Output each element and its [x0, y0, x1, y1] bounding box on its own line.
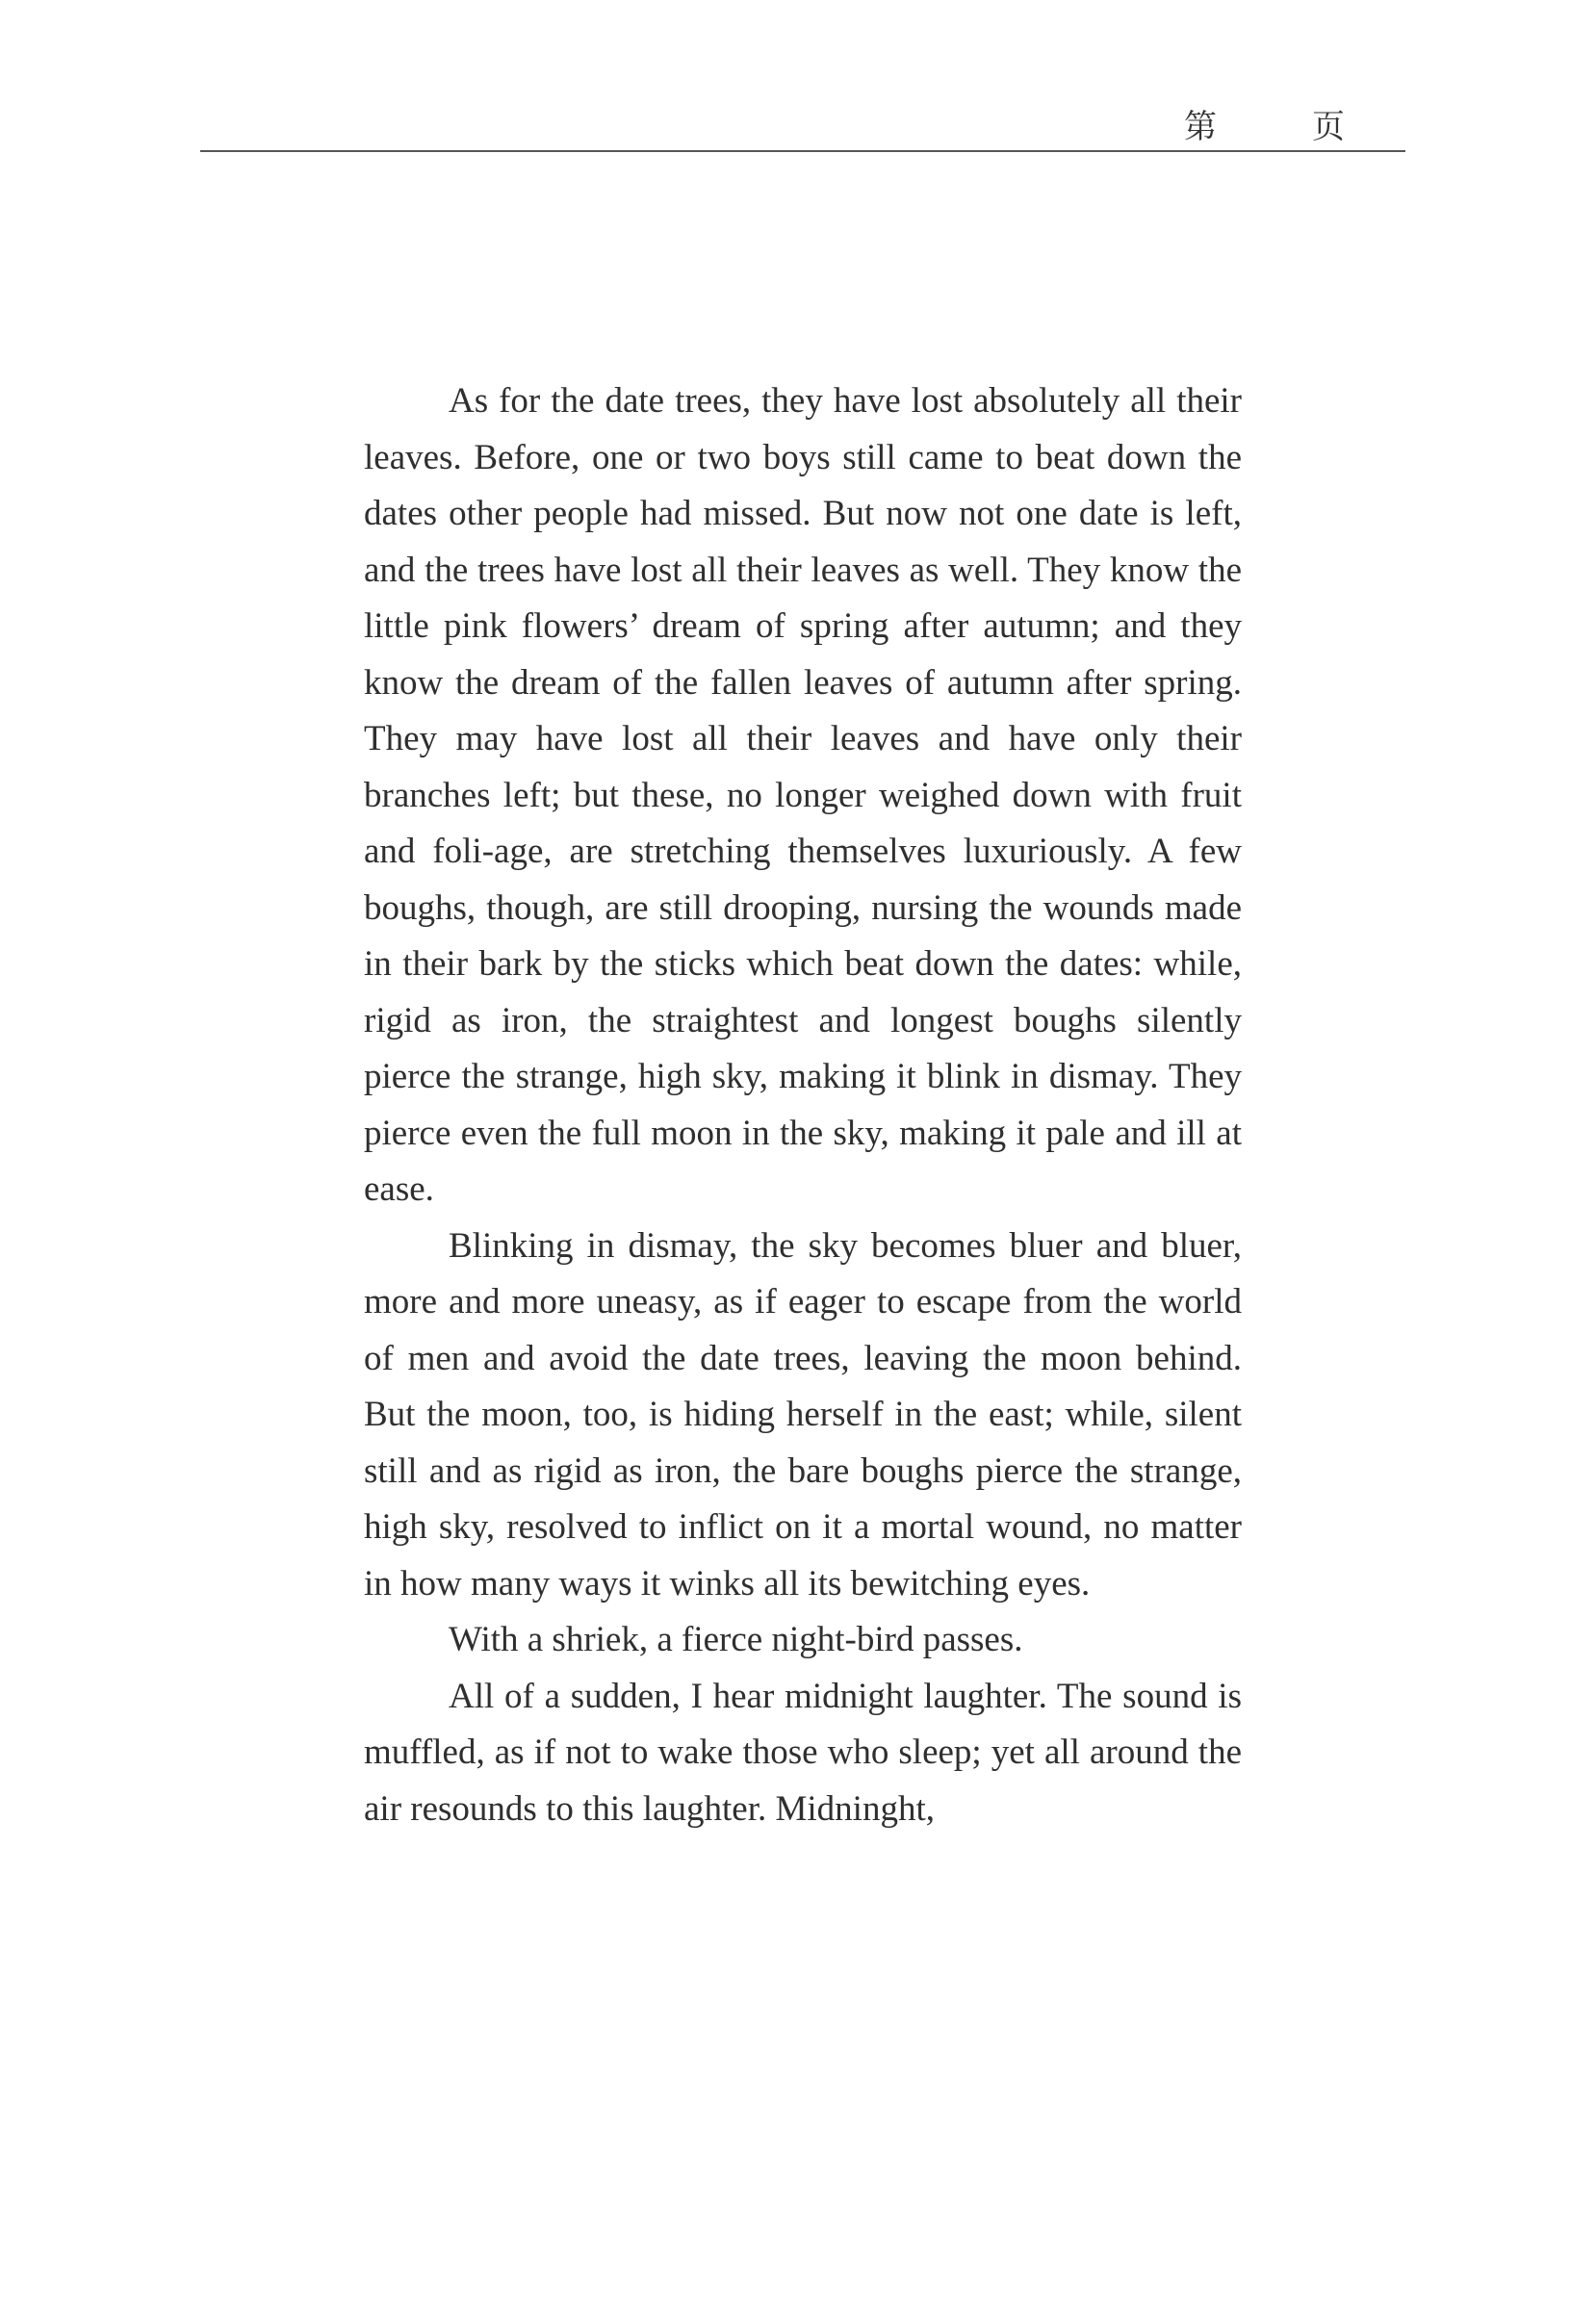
page-header	[200, 87, 1405, 154]
body-text	[364, 373, 1242, 1837]
page-label-prefix: 第	[1184, 110, 1219, 145]
header-divider	[200, 150, 1405, 152]
page-label-suffix: 页	[1312, 110, 1347, 145]
paragraph: With a shriek, a fierce night-bird passes.	[449, 1620, 1023, 1659]
paragraph: All of a sudden, I hear midnight laughter. The sound is muffled, as if not to wake those who sleep; yet all around the air resounds to this laughter. Midninght,	[364, 1676, 1242, 1829]
paragraph: As for the date trees, they have lost absolutely all their leaves. Before, one or two boys still came to beat down the dates other people had missed. But now not one date is left, and the trees have lost all their leaves as well. They know the little pink flowers’ dream of spring after autumn; and they know the dream of the fallen leaves of autumn after spring. They may have lost all their leaves and have only their branches left; but these, no longer weighed down with fruit and foli-age, are stretching themselves luxuriously. A few boughs, though, are still drooping, nursing the wounds made in their bark by the sticks which beat down the dates: while, rigid as iron, the straightest and longest boughs silently pierce the strange, high sky, making it blink in dismay. They pierce even the full moon in the sky, making it pale and ill at ease.	[364, 381, 1242, 1209]
paragraph: Blinking in dismay, the sky becomes bluer and bluer, more and more uneasy, as if eager to escape from the world of men and avoid the date trees, leaving the moon behind. But the moon, too, is hiding herself in the east; while, silent still and as rigid as iron, the bare boughs pierce the strange, high sky, resolved to inflict on it a mortal wound, no matter in how many ways it winks all its bewitching eyes.	[364, 1225, 1242, 1604]
